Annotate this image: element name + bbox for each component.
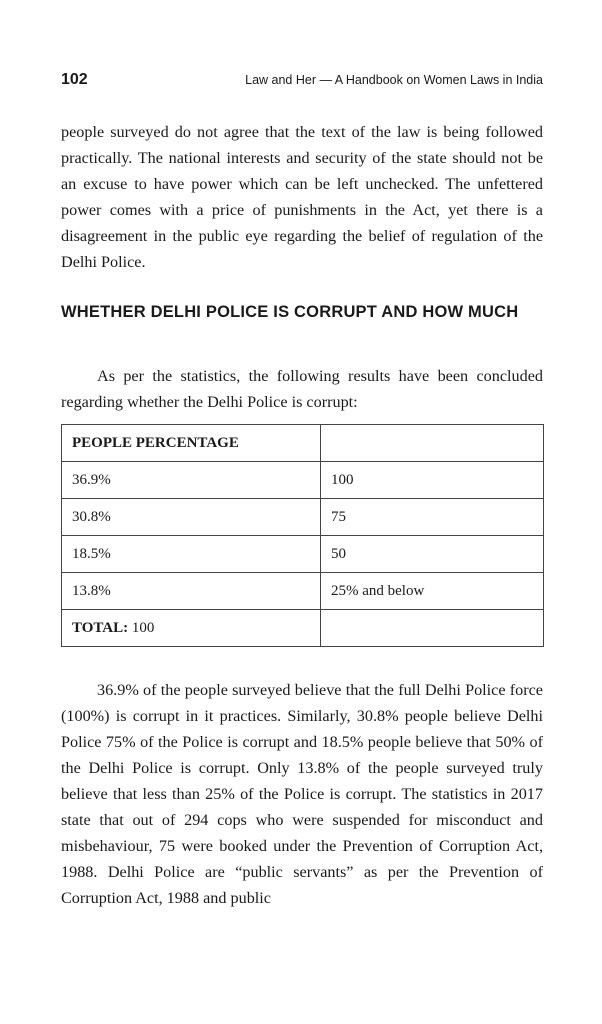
table-cell-percentage: 50 [321,536,544,573]
body-paragraph-3: 36.9% of the people surveyed believe that the full Delhi Police force (100%) is corrupt in it practices. Similarly, 30.8% people believe Delhi Police 75% of the Police is corrupt and 18.5% people believe that 50% of the Delhi Police is corrupt. Only 13.8% of the people surveyed truly believe that less than 25% of the Police is corrupt. The statistics in 2017 state that out of 294 cops who were suspended for misconduct and misbehaviour, 75 were booked under the Prevention of Corruption Act, 1988. Delhi Police are “public servants” as per the Prevention of Corruption Act, 1988 and public [61,681,543,907]
table-row [62,573,544,610]
table-cell-people: 30.8% [62,499,321,536]
table-total-row [62,610,544,647]
table-total-cell [62,610,321,647]
table-cell-people: 13.8% [62,573,321,610]
table-cell-people: 18.5% [62,536,321,573]
table-cell-percentage: 75 [321,499,544,536]
statistics-table [61,424,544,647]
table-header-row [62,425,544,462]
body-paragraph-2: As per the statistics, the following results have been concluded regarding whether the Delhi Police is corrupt: [61,367,543,411]
table-header-people-percentage: PEOPLE PERCENTAGE [62,425,321,462]
table-row [62,536,544,573]
table-cell-percentage: 25% and below [321,573,544,610]
table-row [62,499,544,536]
running-title: Law and Her — A Handbook on Women Laws in India [245,73,543,87]
total-value: 100 [128,619,155,636]
table-cell-people: 36.9% [62,462,321,499]
table-header-empty [321,425,544,462]
body-paragraph-1: people surveyed do not agree that the text of the law is being followed practically. The national interests and security of the state should not be an excuse to have power which can be left unchecked. The unfettered power comes with a price of punishments in the Act, yet there is a disagreement in the public eye regarding the belief of regulation of the Delhi Police. [61,123,543,271]
page-number: 102 [61,71,88,88]
total-label: TOTAL: [72,619,129,636]
page-header [61,71,543,93]
table-row [62,462,544,499]
table-total-empty-cell [321,610,544,647]
section-heading: WHETHER DELHI POLICE IS CORRUPT AND HOW MUCH [61,303,519,321]
table-cell-percentage: 100 [321,462,544,499]
